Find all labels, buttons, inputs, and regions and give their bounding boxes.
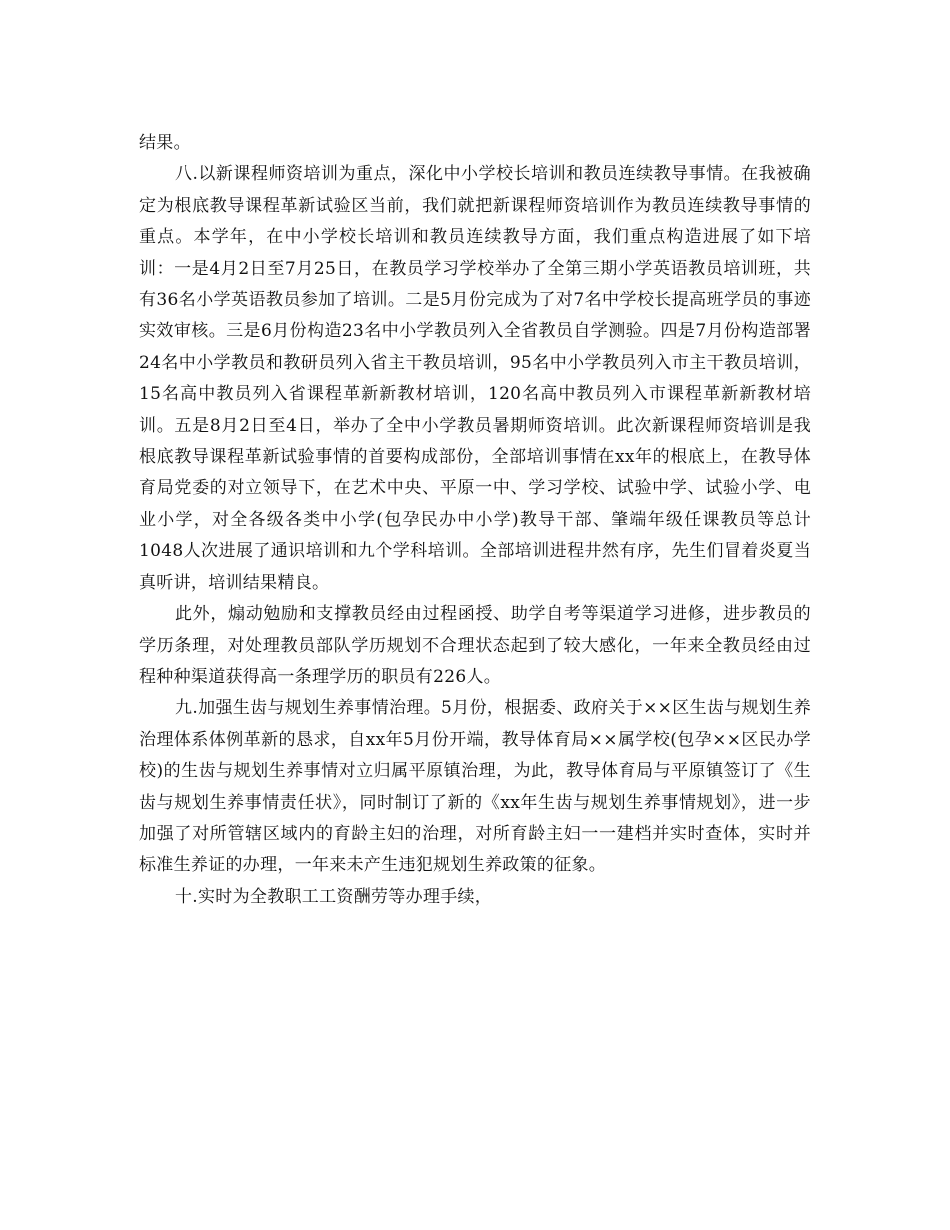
paragraph-section-8: 八.以新课程师资培训为重点，深化中小学校长培训和教员连续教导事情。在我被确定为根底教导课程革新试验区当前，我们就把新课程师资培训作为教员连续教导事情的重点。本学年，在中小学校长培训和教员连续教导方面，我们重点构造进展了如下培训：一是4月2日至7月25日，在教员学习学校举办了全第三期小学英语教员培训班，共有36名小学英语教员参加了培训。二是5月份完成为了对7名中学校长提高班学员的事迹实效审核。三是6月份构造23名中小学教员列入全省教员自学测验。四是7月份构造部署24名中小学教员和教研员列入省主干教员培训，95名中小学教员列入市主干教员培训，15名高中教员列入省课程革新新教材培训，120名高中教员列入市课程革新新教材培训。五是8月2日至4日，举办了全中小学教员暑期师资培训。此次新课程师资培训是我根底教导课程革新试验事情的首要构成部份，全部培训事情在xx年的根底上，在教导体育局党委的对立领导下，在艺术中央、平原一中、学习学校、试验中学、试验小学、电业小学，对全各级各类中小学(包孕民办中小学)教导干部、肇端年级任课教员等总计1048人次进展了通识培训和九个学科培训。全部培训进程井然有序，先生们冒着炎夏当真听讲，培训结果精良。 [139, 164, 811, 593]
paragraph-section-9: 九.加强生齿与规划生养事情治理。5月份，根据委、政府关于××区生齿与规划生养治理体系体例革新的恳求，自xx年5月份开端，教导体育局××属学校(包孕××区民办学校)的生齿与规划生养事情对立归属平原镇治理，为此，教导体育局与平原镇签订了《生齿与规划生养事情责任状》，同时制订了新的《xx年生齿与规划生养事情规划》，进一步加强了对所管辖区域内的育龄主妇的治理，对所育龄主妇一一建档并实时查体，实时并标准生养证的办理，一年来未产生违犯规划生养政策的征象。 [139, 698, 811, 876]
paragraph-continuation: 结果。 [139, 133, 191, 153]
paragraph-additional: 此外，煽动勉励和支撑教员经由过程函授、助学自考等渠道学习进修，进步教员的学历条理，对处理教员部队学历规划不合理状态起到了较大感化，一年来全教员经由过程种种渠道获得高一条理学历的职员有226人。 [139, 604, 811, 687]
document-body [139, 128, 811, 913]
paragraph-section-10: 十.实时为全教职工工资酬劳等办理手续， [175, 886, 493, 907]
